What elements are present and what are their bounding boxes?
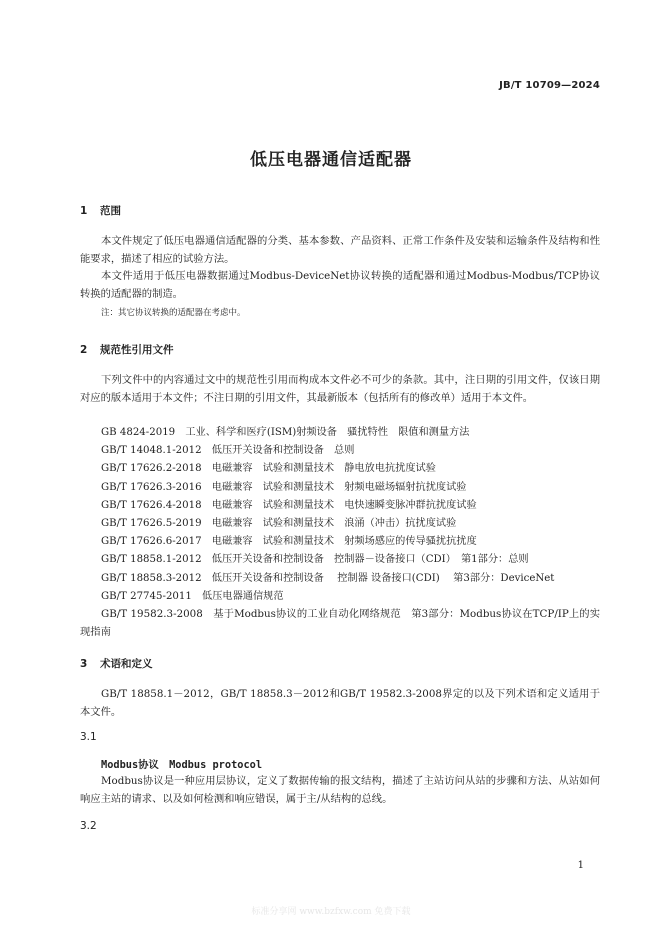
- page-number: 1: [577, 860, 584, 871]
- section-3-heading: [80, 656, 153, 671]
- terms-intro: [80, 686, 600, 721]
- section-2-title: 规范性引用文件: [100, 344, 174, 356]
- footer-watermark: 标准分享网 www.bzfxw.com 免费下载: [251, 907, 411, 917]
- term-3-1-name: Modbus协议 Modbus protocol: [101, 759, 263, 771]
- reference-item: GB 4824-2019 工业、科学和医疗(ISM)射频设备 骚扰特性 限值和测量方法: [101, 427, 470, 438]
- reference-item: GB/T 14048.1-2012 低压开关设备和控制设备 总则: [101, 445, 355, 457]
- reference-item: GB/T 18858.1-2012 低压开关设备和控制设备 控制器－设备接口（CDI） 第1部分：总则: [101, 554, 529, 566]
- reference-list: [101, 424, 601, 606]
- section-1-heading: [80, 203, 121, 218]
- document-code: JB/T 10709—2024: [499, 80, 600, 91]
- reference-item: GB/T 17626.3-2016 电磁兼容 试验和测量技术 射频电磁场辐射抗扰度试验: [101, 481, 467, 493]
- scope-text: [80, 233, 600, 303]
- reference-item: GB/T 17626.2-2018 电磁兼容 试验和测量技术 静电放电抗扰度试验: [101, 463, 436, 475]
- scope-note: 注：其它协议转换的适配器在考虑中。: [101, 308, 246, 318]
- section-3-number: 3: [80, 658, 88, 670]
- section-3-title: 术语和定义: [100, 658, 153, 670]
- refs-intro: [80, 372, 600, 407]
- term-3-1-definition-text: Modbus协议是一种应用层协议，定义了数据传输的报文结构，描述了主站访问从站的步骤和方法、从站如何响应主站的请求、以及如何检测和响应错误，属于主/从结构的总线。: [80, 775, 600, 805]
- reference-item-last-wrap: [80, 606, 600, 641]
- scope-paragraph-2: 本文件适用于低压电器数据通过Modbus-DeviceNet协议转换的适配器和通过Modbus-Modbus/TCP协议转换的适配器的制造。: [80, 270, 600, 300]
- terms-intro-paragraph: GB/T 18858.1－2012，GB/T 18858.3－2012和GB/T 19582.3-2008界定的以及下列术语和定义适用于本文件。: [80, 688, 600, 718]
- reference-item: GB/T 17626.6-2017 电磁兼容 试验和测量技术 射频场感应的传导骚扰抗扰度: [101, 536, 477, 548]
- section-2-number: 2: [80, 344, 88, 356]
- section-1-number: 1: [80, 205, 88, 217]
- term-3-2-number: 3.2: [80, 820, 97, 832]
- term-3-1-definition: [80, 773, 600, 808]
- reference-item: GB/T 27745-2011 低压电器通信规范: [101, 590, 284, 602]
- term-3-1-number: 3.1: [80, 731, 97, 743]
- refs-intro-paragraph: 下列文件中的内容通过文中的规范性引用而构成本文件必不可少的条款。其中，注日期的引用文件，仅该日期对应的版本适用于本文件；不注日期的引用文件，其最新版本（包括所有的修改单）适用于本文件。: [80, 374, 600, 404]
- section-2-heading: [80, 342, 174, 357]
- reference-item: GB/T 17626.4-2018 电磁兼容 试验和测量技术 电快速瞬变脉冲群抗扰度试验: [101, 499, 477, 511]
- section-1-title: 范围: [100, 205, 121, 217]
- reference-item: GB/T 18858.3-2012 低压开关设备和控制设备 控制器 设备接口(CDI) 第3部分：DeviceNet: [101, 572, 555, 584]
- scope-paragraph-1: 本文件规定了低压电器通信适配器的分类、基本参数、产品资料、正常工作条件及安装和运输条件及结构和性能要求，描述了相应的试验方法。: [80, 235, 600, 265]
- document-title: 低压电器通信适配器: [250, 150, 412, 170]
- reference-item: GB/T 17626.5-2019 电磁兼容 试验和测量技术 浪涌（冲击）抗扰度试验: [101, 518, 457, 530]
- reference-item: GB/T 19582.3-2008 基于Modbus协议的工业自动化网络规范 第3部分：Modbus协议在TCP/IP上的实现指南: [80, 608, 600, 638]
